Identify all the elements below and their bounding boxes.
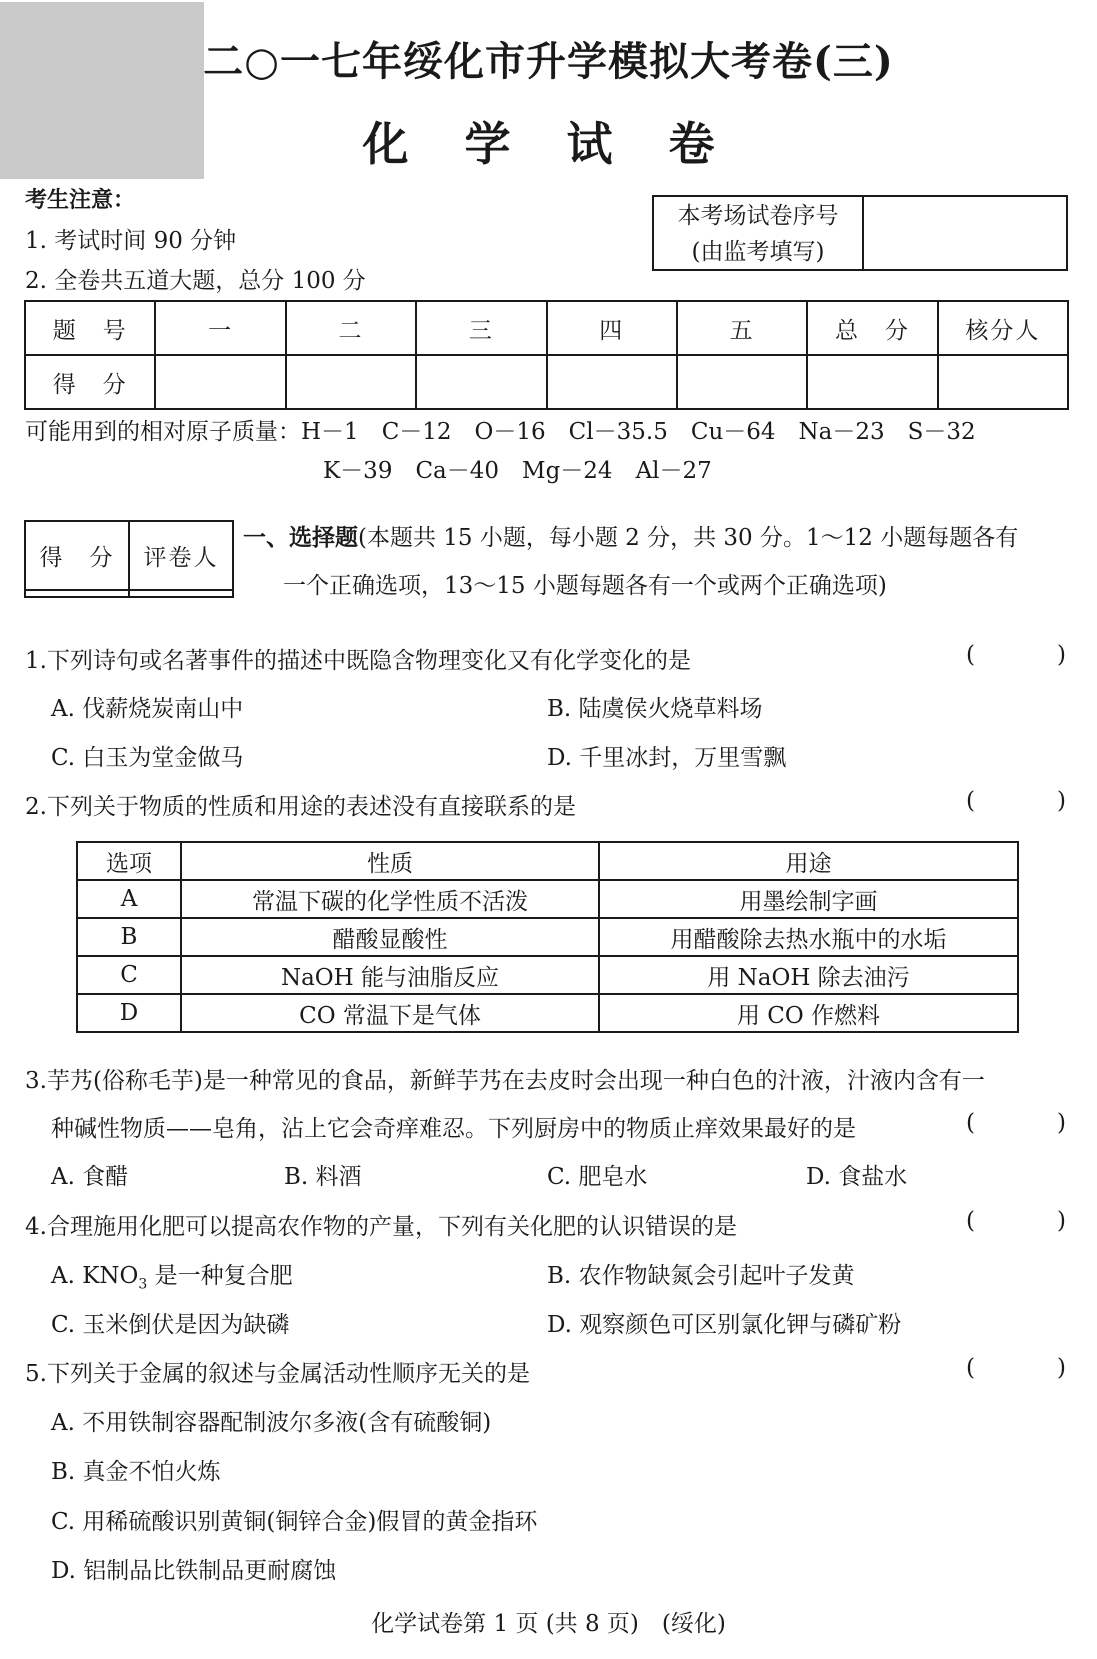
section1-desc: (本题共 15 小题，每小题 2 分，共 30 分。1～12 小题每题各有 [358,525,1019,551]
grader-score-label: 得 分 [25,521,129,590]
table-cell: C [77,956,181,994]
score-blank-cell[interactable] [677,355,807,409]
answer-bracket[interactable] [966,1110,1066,1136]
table-cell: B [77,918,181,956]
section1-desc-cont: 一个正确选项，13～15 小题每题各有一个或两个正确选项) [283,573,887,599]
grader-name-label: 评卷人 [129,521,233,590]
q2-options-table [76,841,1019,1033]
section1-title: 一、选择题 [243,524,358,551]
q3-option-b: B. 料酒 [284,1164,362,1190]
atomic-mass-line1: 可能用到的相对原子质量：H－1 C－12 O－16 Cl－35.5 Cu－64 Na－23 S－32 [25,419,976,445]
score-blank-cell[interactable] [155,355,285,409]
score-row-label: 得 分 [25,355,155,409]
q1-option-c: C. 白玉为堂金做马 [51,745,244,771]
score-header-cell: 一 [155,301,285,355]
atomic-mass-line2: K－39 Ca－40 Mg－24 Al－27 [323,458,712,484]
q3-option-d: D. 食盐水 [806,1164,908,1190]
table-header-cell: 用途 [599,842,1018,880]
score-header-cell: 题 号 [25,301,155,355]
grader-score-blank[interactable] [25,590,129,597]
score-header-cell: 四 [547,301,677,355]
table-row [77,994,1018,1032]
score-table-header-row [25,301,1068,355]
notice-item: 2. 全卷共五道大题，总分 100 分 [25,268,366,294]
q5-option-c: C. 用稀硫酸识别黄铜(铜锌合金)假冒的黄金指环 [51,1509,538,1535]
score-blank-cell[interactable] [807,355,937,409]
q1-option-a: A. 伐薪烧炭南山中 [51,696,244,722]
score-blank-cell[interactable] [416,355,546,409]
table-cell: CO 常温下是气体 [181,994,599,1032]
answer-bracket[interactable] [966,788,1066,814]
section1-heading [243,519,1018,552]
table-cell: 醋酸显酸性 [181,918,599,956]
score-table-value-row [25,355,1068,409]
table-cell: 用墨绘制字画 [599,880,1018,918]
table-row [77,842,1018,880]
q5-option-d: D. 铝制品比铁制品更耐腐蚀 [51,1558,337,1584]
answer-bracket[interactable] [966,1208,1066,1234]
page-footer: 化学试卷第 1 页 (共 8 页) (绥化) [371,1611,726,1637]
score-blank-cell[interactable] [938,355,1068,409]
q5-option-b: B. 真金不怕火炼 [51,1459,221,1485]
serial-number-box [652,195,1068,271]
exam-title: 二○一七年绥化市升学模拟大考卷(三) [203,38,894,85]
notice-item: 1. 考试时间 90 分钟 [25,228,237,254]
q1-option-b: B. 陆虞侯火烧草料场 [547,696,763,722]
table-cell: NaOH 能与油脂反应 [181,956,599,994]
table-cell: 用 CO 作燃料 [599,994,1018,1032]
score-blank-cell[interactable] [547,355,677,409]
q3-option-c: C. 肥皂水 [547,1164,648,1190]
question-4-stem: 4.合理施用化肥可以提高农作物的产量，下列有关化肥的认识错误的是 [25,1214,737,1240]
answer-bracket[interactable] [966,1355,1066,1381]
table-row [77,880,1018,918]
table-row [77,956,1018,994]
question-3-stem-line1: 3.芋艿(俗称毛芋)是一种常见的食品，新鲜芋艿在去皮时会出现一种白色的汁液，汁液内含有一 [25,1068,985,1094]
table-header-cell: 性质 [181,842,599,880]
table-cell: D [77,994,181,1032]
score-header-cell: 五 [677,301,807,355]
q4-option-d: D. 观察颜色可区别氯化钾与磷矿粉 [547,1312,902,1338]
q4-option-c: C. 玉米倒伏是因为缺磷 [51,1312,290,1338]
table-cell: 用醋酸除去热水瓶中的水垢 [599,918,1018,956]
notice-heading: 考生注意： [25,187,136,213]
q1-option-d: D. 千里冰封，万里雪飘 [547,745,787,771]
grader-table [24,520,234,598]
answer-bracket[interactable] [966,642,1066,668]
table-header-cell: 选项 [77,842,181,880]
table-cell: 常温下碳的化学性质不活泼 [181,880,599,918]
q5-option-a: A. 不用铁制容器配制波尔多液(含有硫酸铜) [51,1410,492,1436]
question-2-stem: 2.下列关于物质的性质和用途的表述没有直接联系的是 [25,794,576,820]
q4-option-a: A. $KNO_3$ 是一种复合肥 [51,1263,293,1293]
score-header-cell: 二 [286,301,416,355]
question-5-stem: 5.下列关于金属的叙述与金属活动性顺序无关的是 [25,1361,530,1387]
grader-name-blank[interactable] [129,590,233,597]
score-header-cell: 总 分 [807,301,937,355]
table-cell: A [77,880,181,918]
q3-option-a: A. 食醋 [51,1164,129,1190]
score-blank-cell[interactable] [286,355,416,409]
question-1-stem: 1.下列诗句或名著事件的描述中既隐含物理变化又有化学变化的是 [25,648,691,674]
serial-number-label: 本考场试卷序号 (由监考填写) [654,197,864,269]
subject-title: 化 学 试 卷 [362,117,735,171]
question-3-stem-line2: 种碱性物质——皂角，沾上它会奇痒难忍。下列厨房中的物质止痒效果最好的是 [51,1116,856,1142]
table-row [77,918,1018,956]
score-header-cell: 核分人 [938,301,1068,355]
score-header-cell: 三 [416,301,546,355]
q4-option-b: B. 农作物缺氮会引起叶子发黄 [547,1263,855,1289]
table-cell: 用 NaOH 除去油污 [599,956,1018,994]
score-table [24,300,1069,410]
